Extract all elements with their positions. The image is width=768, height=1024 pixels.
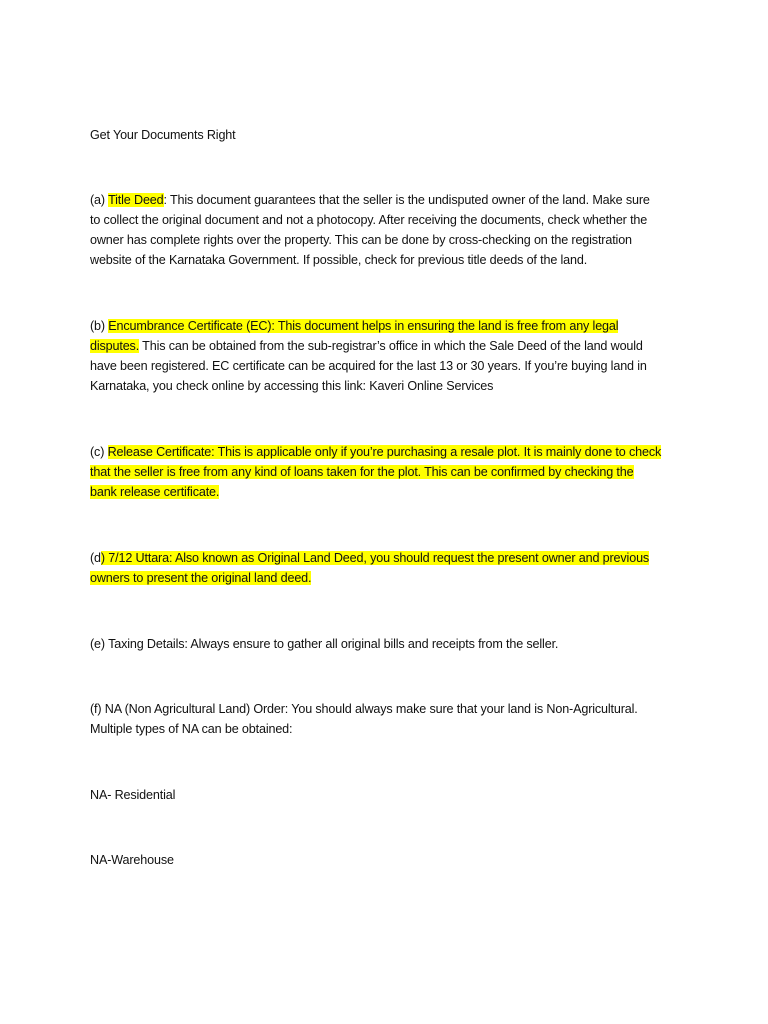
section-b-prefix: (b): [90, 319, 109, 333]
section-b-line-3: have been registered. EC certificate can be acquired for the last 13 or 30 years. If you’re buying land in: [90, 359, 647, 373]
section-a-line-4: website of the Karnataka Government. If possible, check for previous title deeds of the land.: [90, 253, 588, 267]
section-d-line-2: [90, 568, 311, 588]
uttara-highlight: ) 7/12 Uttara: Also known as Original Land Deed, you should request the present owner and previous: [100, 551, 650, 565]
section-b-line-4: Karnataka, you check online by accessing this link: Kaveri Online Services: [90, 379, 494, 393]
section-a-line-1: [90, 190, 650, 210]
section-f-line-2: Multiple types of NA can be obtained:: [90, 722, 293, 736]
document-title: Get Your Documents Right: [90, 128, 236, 142]
disputes-highlight: disputes.: [90, 339, 140, 353]
release-certificate-highlight: Release Certificate: This is applicable only if you’re purchasing a resale plot. It is mainly done to check: [107, 445, 662, 459]
section-b-line-2-rest: This can be obtained from the sub-registrar’s office in which the Sale Deed of the land would: [139, 339, 643, 353]
title-deed-highlight: Title Deed: [108, 193, 164, 207]
section-c-line-2: [90, 462, 634, 482]
section-b-line-1: [90, 316, 618, 336]
section-f-line-1: (f) NA (Non Agricultural Land) Order: You should always make sure that your land is Non-Agricultural.: [90, 702, 638, 716]
encumbrance-highlight: Encumbrance Certificate (EC): This document helps in ensuring the land is free from any legal: [108, 319, 619, 333]
section-d-line-1: [90, 548, 649, 568]
section-a-line-3: owner has complete rights over the property. This can be done by cross-checking on the registration: [90, 233, 632, 247]
section-e-line-1: (e) Taxing Details: Always ensure to gather all original bills and receipts from the seller.: [90, 637, 559, 651]
na-type-item: NA-Warehouse: [90, 853, 174, 867]
section-c-line-3-highlight: bank release certificate.: [90, 485, 220, 499]
na-type-item: NA- Residential: [90, 788, 176, 802]
section-b-line-2: [90, 336, 643, 356]
section-d-line-2-highlight: owners to present the original land deed.: [90, 571, 312, 585]
section-c-prefix: (c): [90, 445, 108, 459]
section-a-line-2: to collect the original document and not a photocopy. After receiving the documents, check whether the: [90, 213, 648, 227]
section-d-prefix: (d: [90, 551, 101, 565]
section-a-line-1-rest: : This document guarantees that the seller is the undisputed owner of the land. Make sure: [163, 193, 650, 207]
section-c-line-2-highlight: that the seller is free from any kind of loans taken for the plot. This can be confirmed by checking the: [90, 465, 634, 479]
section-c-line-3: [90, 482, 219, 502]
section-c-line-1: [90, 442, 661, 462]
section-a-prefix: (a): [90, 193, 109, 207]
